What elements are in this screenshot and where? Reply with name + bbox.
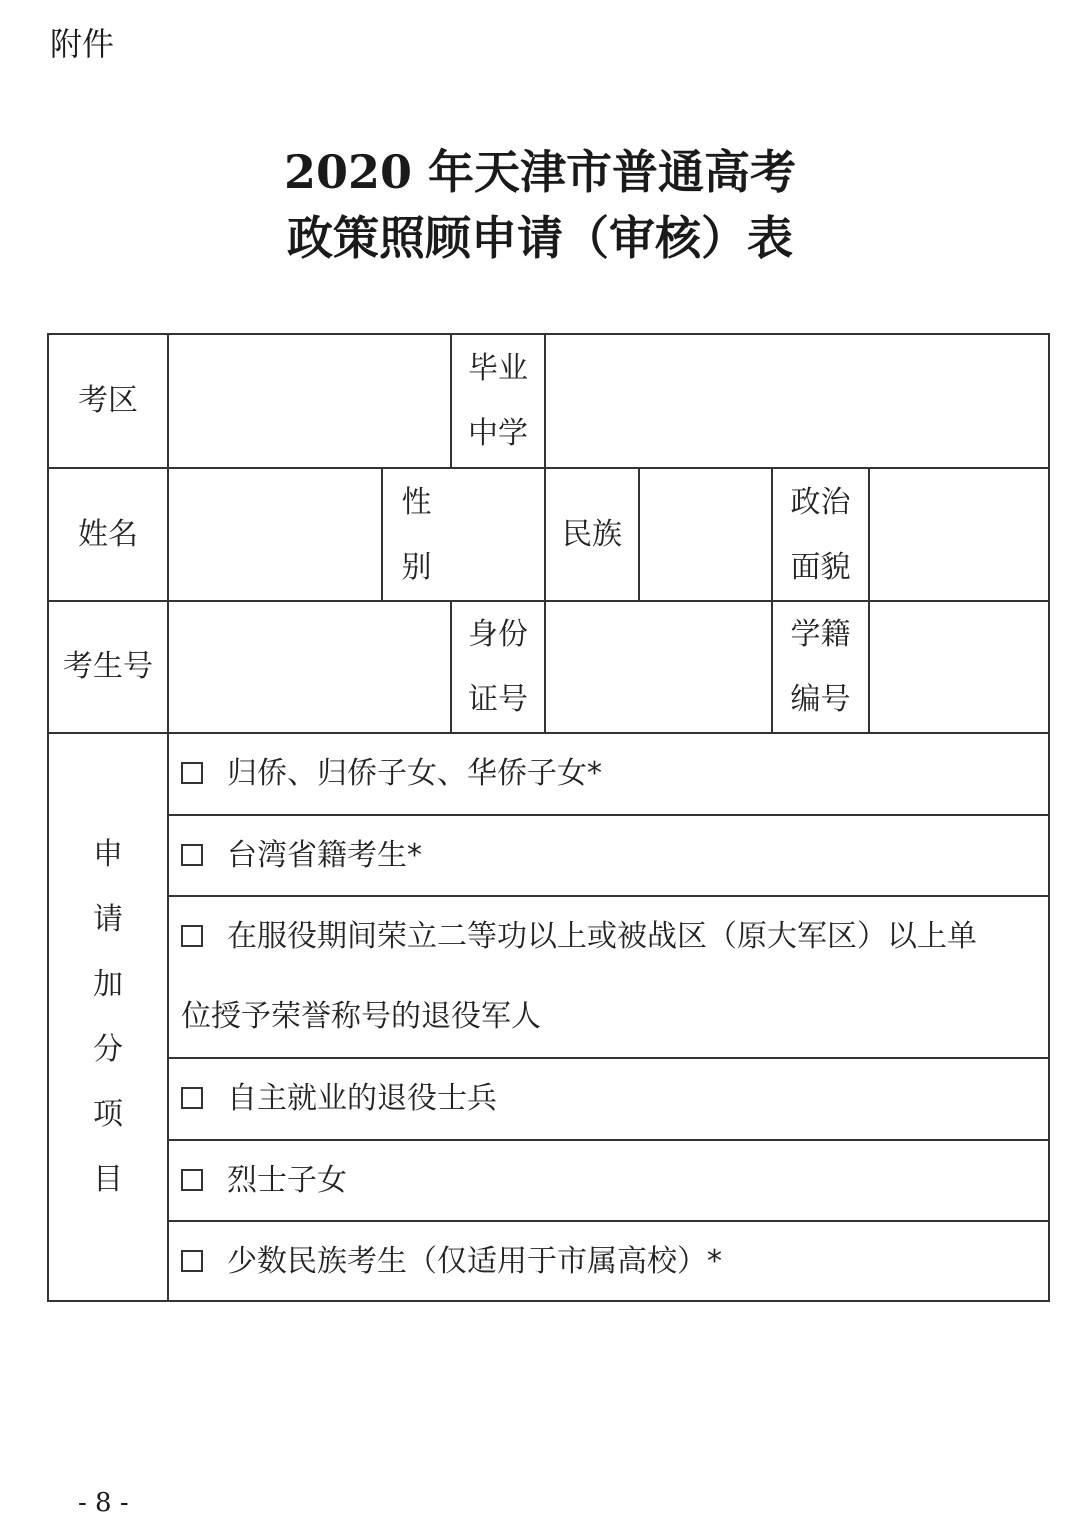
political-status-field[interactable] xyxy=(870,469,1048,600)
bonus-items-label xyxy=(49,734,167,1300)
id-number-label-line1: 身份 xyxy=(468,617,528,652)
checkbox[interactable] xyxy=(181,1169,203,1191)
bonus-label-char: 目 xyxy=(93,1162,123,1197)
bonus-label-char: 请 xyxy=(93,902,123,937)
graduation-school-label-line2: 中学 xyxy=(468,416,528,451)
bonus-label-char: 申 xyxy=(93,837,123,872)
bonus-option-self-employed-veteran[interactable] xyxy=(169,1059,1050,1139)
graduation-school-label-line1: 毕业 xyxy=(468,351,528,386)
bonus-option-overseas-chinese[interactable] xyxy=(169,734,1050,814)
checkbox[interactable] xyxy=(181,1250,203,1272)
option-label: 归侨、归侨子女、华侨子女* xyxy=(227,756,602,791)
bonus-label-char: 加 xyxy=(93,967,123,1002)
form-title-line1: 2020 年天津市普通高考 xyxy=(283,145,797,199)
bonus-option-ethnic-minority[interactable] xyxy=(169,1222,1050,1300)
exam-area-label: 考区 xyxy=(78,383,138,418)
checkbox[interactable] xyxy=(181,762,203,784)
gender-label xyxy=(383,469,450,600)
political-status-label-line1: 政治 xyxy=(790,484,851,520)
gender-label-line1: 性 xyxy=(401,484,432,520)
bonus-option-taiwan-origin[interactable] xyxy=(169,816,1050,895)
id-number-label-line2: 证号 xyxy=(468,682,528,717)
option-label-line1: 在服役期间荣立二等功以上或被战区（原大军区）以上单 xyxy=(227,919,977,954)
student-record-label-line2: 编号 xyxy=(790,682,851,717)
gender-field[interactable] xyxy=(452,469,544,600)
attachment-label: 附件 xyxy=(50,25,115,63)
option-label: 自主就业的退役士兵 xyxy=(227,1081,497,1116)
application-form-table xyxy=(47,333,1050,1302)
political-status-label xyxy=(773,469,868,600)
bonus-option-veteran-honor[interactable] xyxy=(169,897,1050,1057)
checkbox[interactable] xyxy=(181,1087,203,1109)
id-number-field[interactable] xyxy=(546,602,771,732)
name-label: 姓名 xyxy=(78,516,138,552)
student-record-label-line1: 学籍 xyxy=(790,617,851,652)
bonus-label-char: 项 xyxy=(93,1097,123,1132)
exam-area-field[interactable] xyxy=(169,335,450,467)
id-number-label xyxy=(452,602,544,732)
ethnicity-label: 民族 xyxy=(562,516,622,552)
option-label: 台湾省籍考生* xyxy=(227,838,422,873)
student-record-field[interactable] xyxy=(870,602,1048,732)
ethnicity-field[interactable] xyxy=(640,469,771,600)
page-number: - 8 - xyxy=(78,1488,129,1518)
bonus-label-char: 分 xyxy=(93,1032,123,1067)
checkbox[interactable] xyxy=(181,844,203,866)
graduation-school-label xyxy=(452,335,544,467)
checkbox[interactable] xyxy=(181,925,203,947)
exam-number-field[interactable] xyxy=(169,602,450,732)
bonus-option-martyr-children[interactable] xyxy=(169,1141,1050,1220)
gender-label-line2: 别 xyxy=(401,549,432,585)
political-status-label-line2: 面貌 xyxy=(790,549,851,585)
exam-number-label: 考生号 xyxy=(63,649,153,684)
graduation-school-field[interactable] xyxy=(546,335,1048,467)
option-label: 烈士子女 xyxy=(227,1163,347,1198)
form-title-line2: 政策照顾申请（审核）表 xyxy=(287,211,793,265)
student-record-label xyxy=(773,602,868,732)
name-field[interactable] xyxy=(169,469,381,600)
option-label-line2: 位授予荣誉称号的退役军人 xyxy=(181,999,541,1034)
option-label: 少数民族考生（仅适用于市属高校）* xyxy=(227,1244,722,1279)
